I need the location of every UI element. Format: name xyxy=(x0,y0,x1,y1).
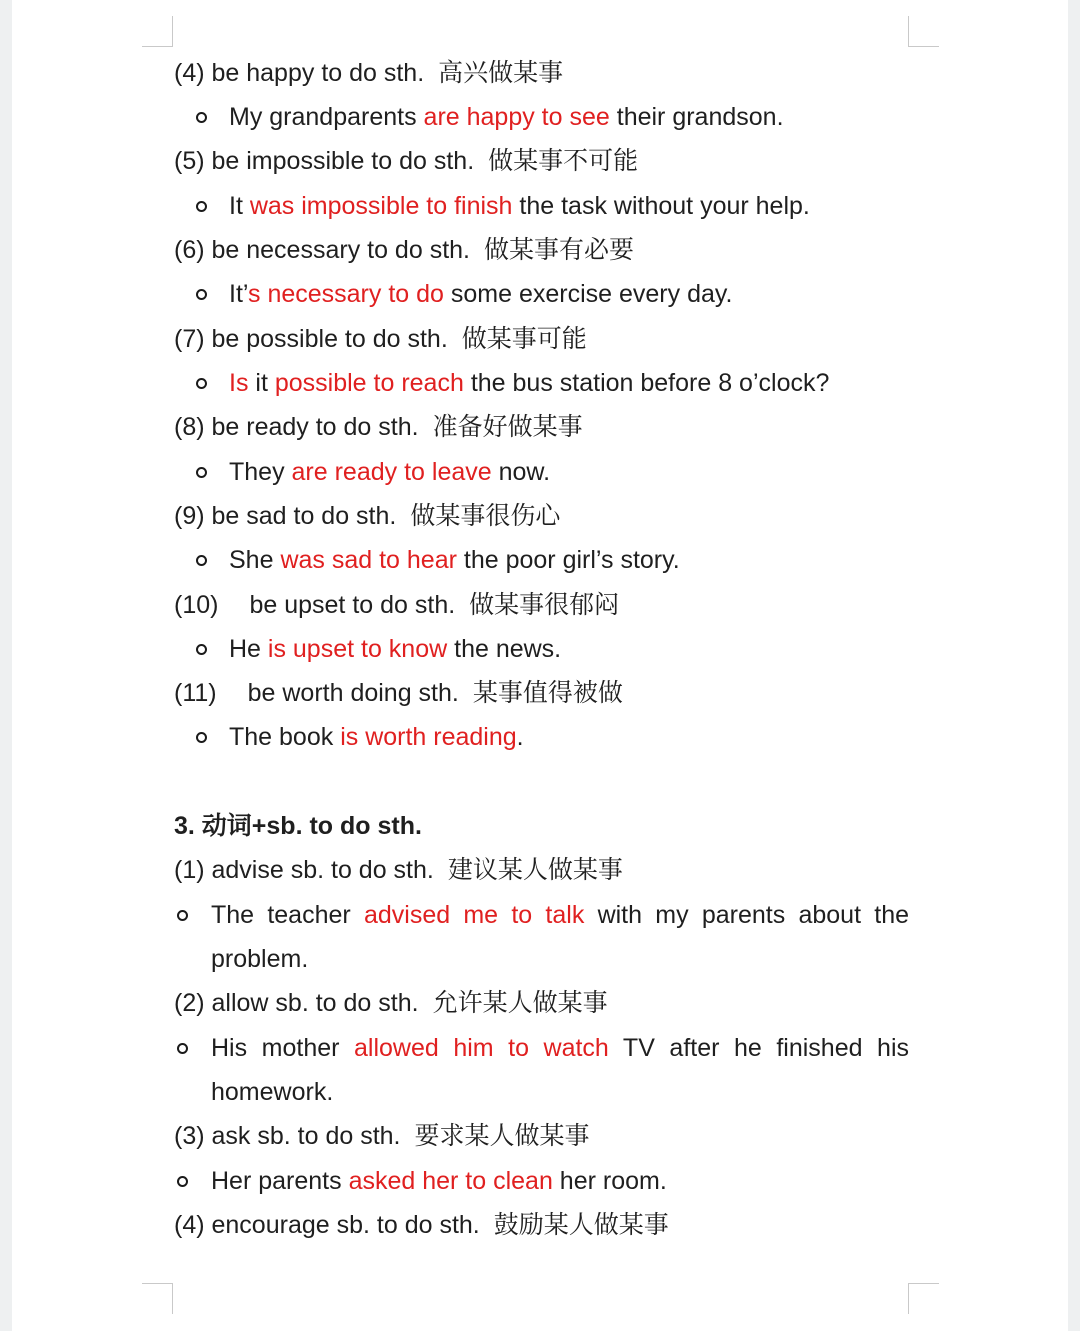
phrase-heading: (6) be necessary to do sth. 做某事有必要 xyxy=(174,236,634,264)
example-continuation: problem. xyxy=(211,945,309,973)
bullet-icon xyxy=(177,1043,188,1054)
phrase-heading: (4) be happy to do sth. 高兴做某事 xyxy=(174,59,564,87)
bullet-icon xyxy=(196,732,207,743)
bullet-icon xyxy=(196,467,207,478)
phrase-heading: (5) be impossible to do sth. 做某事不可能 xyxy=(174,147,639,175)
bullet-icon xyxy=(196,644,207,655)
bullet-icon xyxy=(196,201,207,212)
phrase-heading: (10) be upset to do sth. 做某事很郁闷 xyxy=(174,591,620,619)
example-sentence: His mother allowed him to watch TV after he finished his xyxy=(211,1034,909,1062)
bullet-icon xyxy=(196,112,207,123)
example-sentence: It’s necessary to do some exercise every day. xyxy=(229,280,733,308)
phrase-heading: (9) be sad to do sth. 做某事很伤心 xyxy=(174,502,561,530)
example-sentence: My grandparents are happy to see their grandson. xyxy=(229,103,784,131)
phrase-heading: (3) ask sb. to do sth. 要求某人做某事 xyxy=(174,1122,590,1150)
section-title: 3. 动词+sb. to do sth. xyxy=(174,812,422,840)
phrase-heading: (2) allow sb. to do sth. 允许某人做某事 xyxy=(174,989,608,1017)
phrase-heading: (8) be ready to do sth. 准备好做某事 xyxy=(174,413,583,441)
example-sentence: The teacher advised me to talk with my parents about the xyxy=(211,901,910,929)
example-sentence: They are ready to leave now. xyxy=(229,458,551,486)
example-sentence: The book is worth reading. xyxy=(229,723,524,751)
example-continuation: homework. xyxy=(211,1078,334,1106)
example-sentence: He is upset to know the news. xyxy=(229,635,562,663)
bullet-icon xyxy=(196,289,207,300)
crop-mark-top-right xyxy=(908,16,939,47)
bullet-icon xyxy=(177,1176,188,1187)
phrase-heading: (1) advise sb. to do sth. 建议某人做某事 xyxy=(174,856,623,884)
bullet-icon xyxy=(196,555,207,566)
phrase-heading: (11) be worth doing sth. 某事值得被做 xyxy=(174,679,623,707)
crop-mark-top-left xyxy=(142,16,173,47)
crop-mark-bottom-left xyxy=(142,1283,173,1314)
bullet-icon xyxy=(196,378,207,389)
example-sentence: Is it possible to reach the bus station before 8 o’clock? xyxy=(229,369,830,397)
crop-mark-bottom-right xyxy=(908,1283,939,1314)
bullet-icon xyxy=(177,910,188,921)
example-sentence: Her parents asked her to clean her room. xyxy=(211,1167,667,1195)
phrase-heading: (7) be possible to do sth. 做某事可能 xyxy=(174,325,587,353)
phrase-heading: (4) encourage sb. to do sth. 鼓励某人做某事 xyxy=(174,1211,669,1239)
example-sentence: It was impossible to finish the task without your help. xyxy=(229,192,810,220)
example-sentence: She was sad to hear the poor girl’s story. xyxy=(229,546,680,574)
